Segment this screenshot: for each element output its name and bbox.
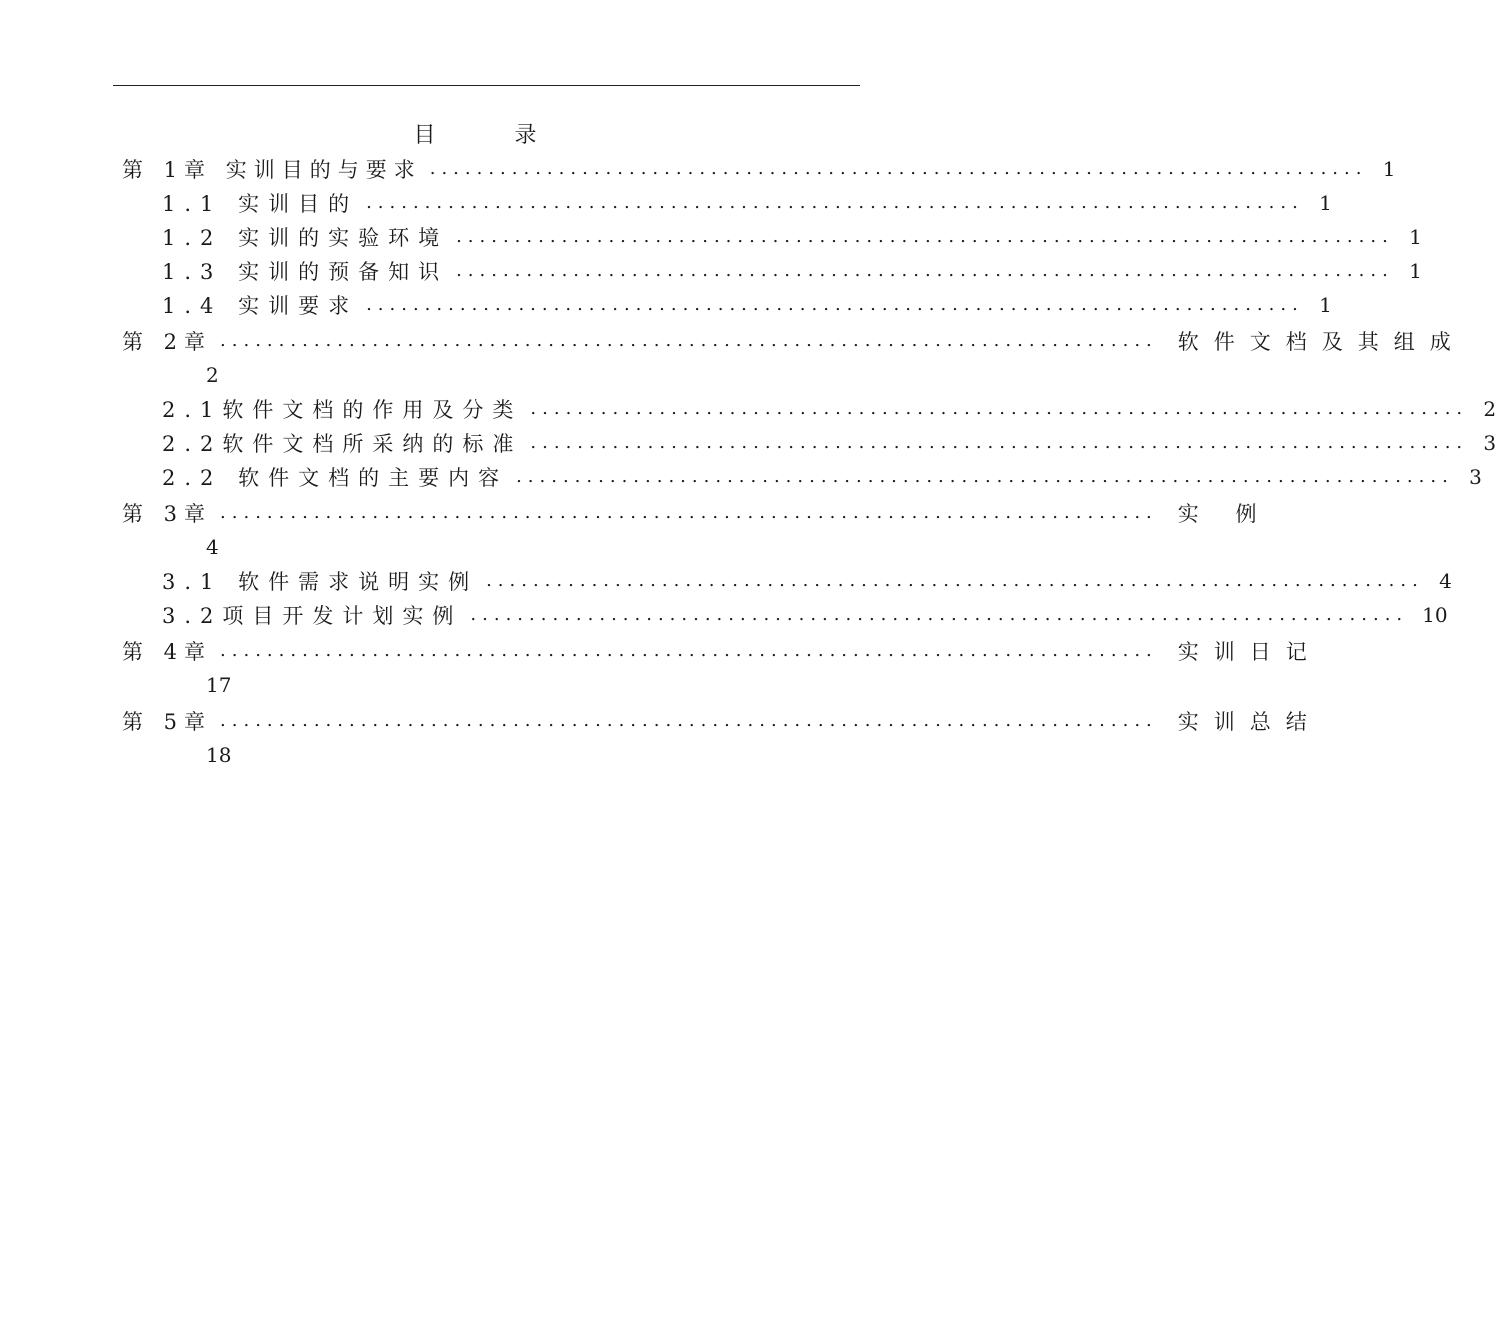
toc-entry-label: 2.1软件文档的作用及分类 [162,398,523,422]
toc-entry-label: 3.1 软件需求说明实例 [162,570,479,594]
toc-entry-3-2[interactable] [162,600,1448,630]
toc-entry-label: 第 1章 实训目的与要求 [122,158,422,182]
toc-page-number: 10 [1422,603,1448,627]
toc-entry-ch5[interactable] [122,706,1322,736]
toc-leader-dots: ................................................................................ [366,192,1304,213]
toc-leader-dots: ................................................................................ [429,158,1368,179]
toc-entry-label: 2.2软件文档所采纳的标准 [162,432,523,456]
toc-entry-label: 1.3 实训的预备知识 [162,260,449,284]
toc-page-number: 4 [1439,569,1452,593]
toc-leader-dots: ................................................................................ [530,432,1469,453]
toc-entry-2-2b[interactable] [162,462,1482,492]
toc-entry-2-2a[interactable] [162,428,1496,458]
toc-leader-dots: ................................................................................ [220,640,1158,661]
toc-page-number: 3 [1469,465,1482,489]
toc-page-number: 1 [1319,191,1332,215]
toc-entry-1-2[interactable] [162,222,1422,252]
toc-page-number: 4 [206,535,219,559]
toc-entry-label: 3.2项目开发计划实例 [162,604,463,628]
toc-leader-dots: ................................................................................ [456,260,1394,281]
toc-entry-label: 第 2章 [122,330,213,354]
toc-leader-dots: ................................................................................ [220,502,1158,523]
toc-entry-title: 实训总结 [1177,710,1322,734]
toc-page-number: 1 [1382,157,1396,181]
toc-leader-dots: ................................................................................ [530,398,1469,419]
toc-page-number: 2 [1483,397,1496,421]
toc-entry-1-3[interactable] [162,256,1422,286]
toc-entry-title: 软件文档及其组成 [1177,330,1466,354]
toc-leader-dots: ................................................................................ [366,294,1304,315]
toc-entry-1-4[interactable] [162,290,1332,320]
toc-entry-title: 实训日记 [1177,640,1322,664]
toc-leader-dots: ................................................................................ [486,570,1424,591]
header-rule [113,85,860,86]
toc-entry-label: 1.1 实训目的 [162,192,359,216]
toc-entry-ch3[interactable] [122,498,1272,528]
toc-entry-1-1[interactable] [162,188,1332,218]
toc-entry-ch2[interactable] [122,326,1466,356]
toc-page-number: 1 [1319,293,1332,317]
toc-page-number: 1 [1409,225,1422,249]
toc-page-number: 18 [206,743,232,767]
toc-leader-dots: ................................................................................ [456,226,1394,247]
toc-leader-dots: ................................................................................ [470,604,1409,625]
toc-entry-ch1[interactable] [122,154,1396,184]
toc-leader-dots: ................................................................................ [220,710,1158,731]
toc-entry-label: 2.2 软件文档的主要内容 [162,466,509,490]
toc-title: 目 录 [413,123,573,148]
toc-entry-ch4[interactable] [122,636,1322,666]
toc-leader-dots: ................................................................................ [220,330,1158,351]
toc-entry-3-1[interactable] [162,566,1452,596]
toc-entry-label: 第 3章 [122,502,213,526]
toc-leader-dots: ................................................................................ [516,466,1454,487]
toc-page-number: 2 [206,363,219,387]
toc-entry-2-1[interactable] [162,394,1496,424]
toc-entry-label: 1.4 实训要求 [162,294,359,318]
toc-page-number: 17 [206,673,232,697]
toc-entry-label: 第 4章 [122,640,213,664]
toc-entry-label: 第 5章 [122,710,213,734]
toc-page-number: 3 [1483,431,1496,455]
toc-page-number: 1 [1409,259,1422,283]
toc-entry-title: 实 例 [1177,502,1272,526]
toc-entry-label: 1.2 实训的实验环境 [162,226,449,250]
